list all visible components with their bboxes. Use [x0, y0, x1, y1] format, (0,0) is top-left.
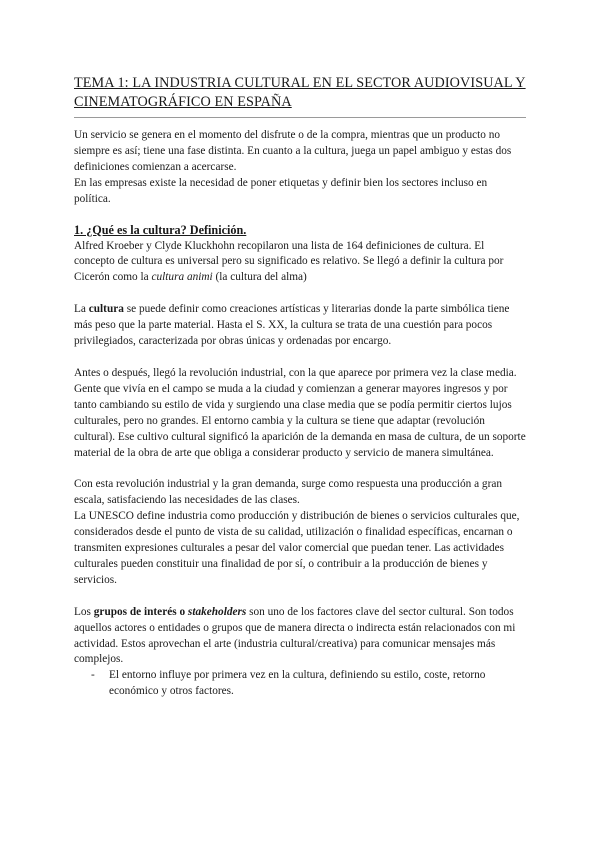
section-heading: 1. ¿Qué es la cultura? Definición. — [74, 222, 247, 237]
bold-term-cultura: cultura — [88, 303, 124, 316]
paragraph-definitions: Alfred Kroeber y Clyde Kluckhohn recopilaron una lista de 164 definiciones de cultura. El concepto de cultura es universal pero su significado es relativo. Se llegó a definir la cultura por Cicerón como la cultura animi (la cultura del alma) — [74, 239, 504, 284]
intro-paragraph-2: En las empresas existe la necesidad de poner etiquetas y definir bien los sectores incluso en política. — [74, 176, 488, 205]
paragraph-produccion: Con esta revolución industrial y la gran demanda, surge como respuesta una producción a gran escala, satisfaciendo las necesidades de las clases. — [74, 478, 503, 507]
document-title: TEMA 1: LA INDUSTRIA CULTURAL EN EL SECTOR AUDIOVISUAL Y CINEMATOGRÁFICO EN ESPAÑA — [74, 75, 526, 110]
paragraph-revolucion: Antes o después, llegó la revolución industrial, con la que aparece por primera vez la clase media. Gente que vivía en el campo se muda a la ciudad y comienzan a generar mayores ingresos y por tanto cambiando su estilo de vida y surgiendo una clase media que se podía permitir ciertos lujos culturales, pero no grandes. El entorno cambia y la cultura se tiene que adaptar (revolución cultural). Ese cultivo cultural significó la aparición de la demanda en masa de cultura, de un soporte material de la obra de arte que obliga a considerar producto y servicio de manera simultánea. — [74, 366, 526, 459]
list-dash: - — [91, 669, 95, 682]
bullet-list — [74, 668, 526, 700]
intro-paragraph-1: Un servicio se genera en el momento del disfrute o de la compra, mientras que un producto no siempre es así; tiene una fase distinta. En cuanto a la cultura, juega un papel ambiguo y estas dos definiciones comienzan a acercarse. — [74, 129, 512, 173]
paragraph-cultura: La cultura se puede definir como creaciones artísticas y literarias donde la parte simbólica tiene más peso que la parte material. Hasta el S. XX, la cultura se trata de una cuestión para pocos privilegiados, caracterizada por obras únicas y ordenadas por encargo. — [74, 303, 510, 348]
paragraph-stakeholders: Los grupos de interés o stakeholders son uno de los factores clave del sector cultural. Son todos aquellos actores o entidades o grupos que de manera directa o indirecta están relacionados con mi actividad. Estos aprovechan el arte (industria cultural/creativa) para comunicar mensajes más complejos. — [74, 605, 516, 666]
paragraph-unesco: La UNESCO define industria como producción y distribución de bienes o servicios culturales que, considerados desde el punto de vista de su calidad, utilización o finalidad específicas, encarnan o transmiten expresiones culturales a pesar del valor comercial que puedan tener. Las actividades culturales pueden constituir una finalidad de por sí, o contribuir a la producción de bienes y servicios. — [74, 510, 520, 586]
bold-italic-term-stakeholders: stakeholders — [187, 605, 247, 618]
title-divider — [74, 117, 526, 118]
list-item: - El entorno influye por primera vez en la cultura, definiendo su estilo, coste, retorno económico y otros factores. — [91, 669, 486, 698]
document-page — [74, 74, 526, 700]
latin-term: cultura animi — [151, 271, 213, 284]
bold-term-grupos: grupos de interés o — [93, 605, 188, 618]
